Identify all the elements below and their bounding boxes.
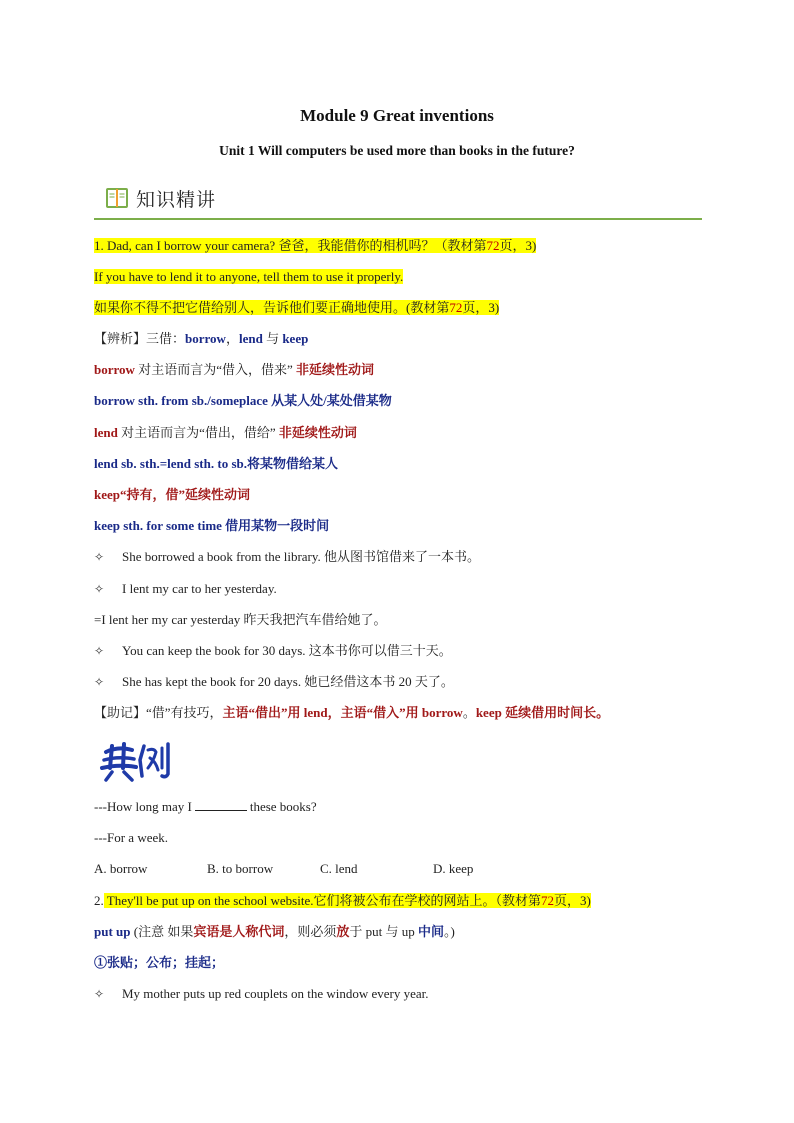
point1-page: 72 xyxy=(486,238,500,253)
point1-ref-tail: 页，3) xyxy=(499,238,537,253)
diamond-bullet-icon: ✧ xyxy=(94,582,105,596)
lend-phrase: lend sb. sth.=lend sth. to sb.将某物借给某人 xyxy=(94,456,338,471)
point1-sentence xyxy=(94,237,536,255)
analysis-sep: ， xyxy=(225,331,239,346)
put-up-note xyxy=(94,923,455,941)
analysis-line xyxy=(94,330,308,348)
memo-dot: 。 xyxy=(462,705,476,720)
note-prefix: (注意 如果 xyxy=(130,924,194,939)
borrow-type: 非延续性动词 xyxy=(292,362,374,377)
quiz-question-end: these books? xyxy=(249,799,317,814)
point1-line2 xyxy=(94,268,403,286)
diamond-bullet-icon: ✧ xyxy=(94,550,105,564)
analysis-borrow: borrow xyxy=(185,331,226,346)
diamond-bullet-icon: ✧ xyxy=(94,987,105,1001)
lend-meaning: 对主语而言为“借出，借给” xyxy=(117,425,276,440)
page-title: Module 9 Great inventions xyxy=(300,106,494,125)
point1-line3-cn: 如果你不得不把它借给别人，告诉他们要正确地使用。(教材第 xyxy=(94,300,450,315)
borrow-phrase: borrow sth. from sb./someplace 从某人处/某处借某物 xyxy=(94,393,392,408)
put-up-phrase: put up xyxy=(94,924,131,939)
point2-sentence-cn: 它们将被公布在学校的网站上。（教材第 xyxy=(313,893,541,908)
example-calligraphy-icon xyxy=(98,738,176,784)
book-icon xyxy=(104,185,130,211)
example-text-1: She borrowed a book from the library. 他从图书馆借来了一本书。 xyxy=(122,549,481,564)
analysis-and: 与 xyxy=(262,331,283,346)
example-line-2 xyxy=(94,580,277,598)
lend-definition xyxy=(94,424,357,442)
point2-number: 2. xyxy=(94,893,104,908)
note-between: 中间 xyxy=(418,924,445,939)
note-end: 。) xyxy=(444,924,455,939)
example-text-5: My mother puts up red couplets on the window every year. xyxy=(122,986,429,1001)
note-place: 放 xyxy=(336,924,350,939)
note-object-pronoun: 宾语是人称代词 xyxy=(193,924,285,939)
diamond-bullet-icon: ✧ xyxy=(94,644,105,658)
memo-line xyxy=(94,704,609,722)
keep-meaning: “持有，借”延续性动词 xyxy=(120,487,251,502)
analysis-lend: lend xyxy=(238,331,263,346)
example-line-1 xyxy=(94,548,480,566)
example-line-3 xyxy=(94,642,452,660)
point2-ref-tail: 页，3) xyxy=(553,893,591,908)
section-label: 知识精讲 xyxy=(136,188,217,211)
option-a: A. borrow xyxy=(94,861,148,876)
point2-sentence-en: They'll be put up on the school website. xyxy=(103,893,314,908)
quiz-options xyxy=(94,860,473,878)
point1-line3-tail: 页，3) xyxy=(462,300,500,315)
keep-word: keep xyxy=(94,487,120,502)
keep-phrase: keep sth. for some time 借用某物一段时间 xyxy=(94,518,330,533)
point1-line2-text: If you have to lend it to anyone, tell them to use it properly. xyxy=(94,269,404,284)
point1-sentence-en: 1. Dad, can I borrow your camera? xyxy=(94,238,276,253)
analysis-prefix: 【辨析】三借： xyxy=(94,331,186,346)
example-line-5 xyxy=(94,985,429,1003)
option-d: D. keep xyxy=(433,861,474,876)
example-text-2: I lent my car to her yesterday. xyxy=(122,581,277,596)
lend-word: lend xyxy=(94,425,118,440)
answer-blank xyxy=(195,798,247,811)
point1-sentence-cn: 爸爸，我能借你的相机吗？（教材第 xyxy=(275,238,487,253)
option-c: C. lend xyxy=(320,861,358,876)
section-divider xyxy=(94,218,702,220)
quiz-question xyxy=(94,798,317,816)
memo-part1: 主语“借出”用 lend，主语“借入”用 borrow xyxy=(222,705,463,720)
note-middle: ，则必须 xyxy=(284,924,337,939)
memo-prefix: 【助记】“借”有技巧， xyxy=(94,705,223,720)
option-b: B. to borrow xyxy=(207,861,274,876)
borrow-word: borrow xyxy=(94,362,135,377)
section-header xyxy=(104,183,216,213)
point1-line3-page: 72 xyxy=(449,300,463,315)
diamond-bullet-icon: ✧ xyxy=(94,675,105,689)
page-subtitle: Unit 1 Will computers be used more than books in the future? xyxy=(219,143,575,158)
point1-line3 xyxy=(94,299,499,317)
quiz-question-start: ---How long may I xyxy=(94,799,192,814)
equals-line: =I lent her my car yesterday 昨天我把汽车借给她了。 xyxy=(94,612,387,627)
borrow-meaning: 对主语而言为“借入，借来” xyxy=(134,362,293,377)
borrow-definition xyxy=(94,361,374,379)
example-text-4: She has kept the book for 20 days. 她已经借这本书 20 天了。 xyxy=(122,674,454,689)
lend-type: 非延续性动词 xyxy=(275,425,357,440)
put-up-meaning: ①张贴；公布；挂起； xyxy=(94,955,225,970)
example-line-4 xyxy=(94,673,454,691)
note-middle2: 于 put 与 up xyxy=(349,924,419,939)
point2-page: 72 xyxy=(540,893,554,908)
point2-sentence xyxy=(94,892,591,910)
quiz-answer: ---For a week. xyxy=(94,830,168,845)
keep-definition xyxy=(94,486,250,504)
analysis-keep: keep xyxy=(282,331,309,346)
example-text-3: You can keep the book for 30 days. 这本书你可以借三十天。 xyxy=(122,643,452,658)
memo-part2: keep 延续借用时间长。 xyxy=(475,705,610,720)
